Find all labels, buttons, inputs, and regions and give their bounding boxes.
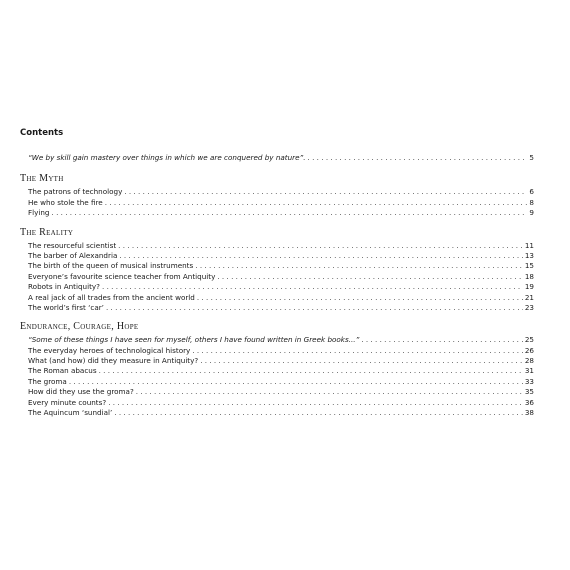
intro-entry-list: [20, 153, 534, 163]
dot-leader: [200, 356, 523, 366]
toc-entry[interactable]: [28, 377, 534, 387]
section-entry-list: [20, 187, 534, 218]
section-title: The Myth: [20, 173, 64, 185]
dot-leader: [108, 398, 523, 408]
toc-entry-page: 21: [524, 292, 534, 302]
toc-entry-title: “Some of these things I have seen for myself, others I have found written in Greek books...”: [28, 335, 360, 345]
toc-entry[interactable]: [28, 293, 534, 303]
dot-leader: [124, 187, 527, 197]
dot-leader: [195, 261, 523, 271]
toc-entry[interactable]: [28, 241, 534, 251]
toc-entry-title: The Roman abacus: [28, 366, 97, 376]
toc-entry-page: 38: [524, 408, 534, 418]
toc-entry-page: 33: [524, 376, 534, 386]
dot-leader: [217, 272, 522, 282]
dot-leader: [197, 293, 523, 303]
toc-entry-page: 15: [524, 261, 534, 271]
toc-entry-page: 28: [524, 356, 534, 366]
toc-entry-title: The everyday heroes of technological history: [28, 345, 191, 355]
toc-entry-page: 5: [529, 153, 534, 162]
dot-leader: [118, 241, 523, 251]
toc-entry[interactable]: [28, 187, 534, 197]
toc-entry-title: “We by skill gain mastery over things in which we are conquered by nature”.: [28, 153, 306, 162]
toc-entry-title: He who stole the fire: [28, 197, 103, 207]
toc-entry[interactable]: [28, 303, 534, 313]
contents-page: [20, 128, 534, 426]
toc-entry[interactable]: [28, 198, 534, 208]
toc-entry[interactable]: [28, 398, 534, 408]
section-myth: [20, 173, 534, 218]
toc-entry-intro[interactable]: [28, 153, 534, 163]
toc-entry-title: The resourceful scientist: [28, 240, 117, 250]
toc-entry-title: The birth of the queen of musical instruments: [28, 261, 194, 271]
toc-entry-page: 18: [524, 271, 534, 281]
toc-entry-title: What (and how) did they measure in Antiquity?: [28, 356, 199, 366]
toc-entry[interactable]: [28, 346, 534, 356]
dot-leader: [136, 387, 523, 397]
toc-entry[interactable]: [28, 208, 534, 218]
toc-entry-page: 26: [524, 345, 534, 355]
toc-entry[interactable]: [28, 408, 534, 418]
toc-entry-page: 23: [524, 302, 534, 312]
toc-entry-title: The Aquincum ‘sundial’: [28, 408, 113, 418]
toc-entry-page: 19: [524, 282, 534, 292]
dot-leader: [105, 198, 528, 208]
toc-entry[interactable]: [28, 282, 534, 292]
toc-entry-title: Every minute counts?: [28, 397, 107, 407]
toc-entry-title: Flying: [28, 208, 50, 218]
section-title: Endurance, Courage, Hope: [20, 321, 139, 333]
toc-entry[interactable]: [28, 366, 534, 376]
dot-leader: [361, 335, 523, 345]
toc-entry-page: 9: [529, 208, 534, 218]
dot-leader: [106, 303, 523, 313]
toc-entry-title: How did they use the groma?: [28, 387, 134, 397]
toc-entry[interactable]: [28, 272, 534, 282]
dot-leader: [102, 282, 523, 292]
toc-entry[interactable]: [28, 387, 534, 397]
toc-entry-page: 25: [524, 335, 534, 345]
dot-leader: [99, 366, 523, 376]
toc-entry[interactable]: [28, 335, 534, 345]
toc-entry-title: The barber of Alexandria: [28, 250, 118, 260]
section-title: The Reality: [20, 226, 74, 238]
dot-leader: [308, 153, 528, 163]
toc-entry-title: The groma: [28, 376, 67, 386]
toc-entry[interactable]: [28, 251, 534, 261]
dot-leader: [192, 346, 523, 356]
toc-entry[interactable]: [28, 356, 534, 366]
section-entry-list: [20, 241, 534, 314]
toc-entry-page: 31: [524, 366, 534, 376]
dot-leader: [69, 377, 523, 387]
dot-leader: [119, 251, 522, 261]
toc-entry-title: The patrons of technology: [28, 187, 123, 197]
toc-entry-title: Everyone’s favourite science teacher from Antiquity: [28, 271, 216, 281]
section-entry-list: [20, 335, 534, 418]
toc-entry-title: A real jack of all trades from the ancient world: [28, 292, 195, 302]
toc-entry[interactable]: [28, 261, 534, 271]
section-endurance: [20, 321, 534, 418]
toc-entry-title: Robots in Antiquity?: [28, 282, 101, 292]
toc-entry-title: The world’s first ‘car’: [28, 302, 104, 312]
toc-entry-page: 13: [524, 250, 534, 260]
section-reality: [20, 227, 534, 314]
dot-leader: [114, 408, 523, 418]
dot-leader: [52, 208, 528, 218]
toc-entry-page: 8: [529, 197, 534, 207]
toc-entry-page: 36: [524, 397, 534, 407]
toc-entry-page: 35: [524, 387, 534, 397]
contents-heading: Contents: [20, 128, 64, 138]
toc-entry-page: 6: [529, 187, 534, 197]
toc-entry-page: 11: [524, 240, 534, 250]
